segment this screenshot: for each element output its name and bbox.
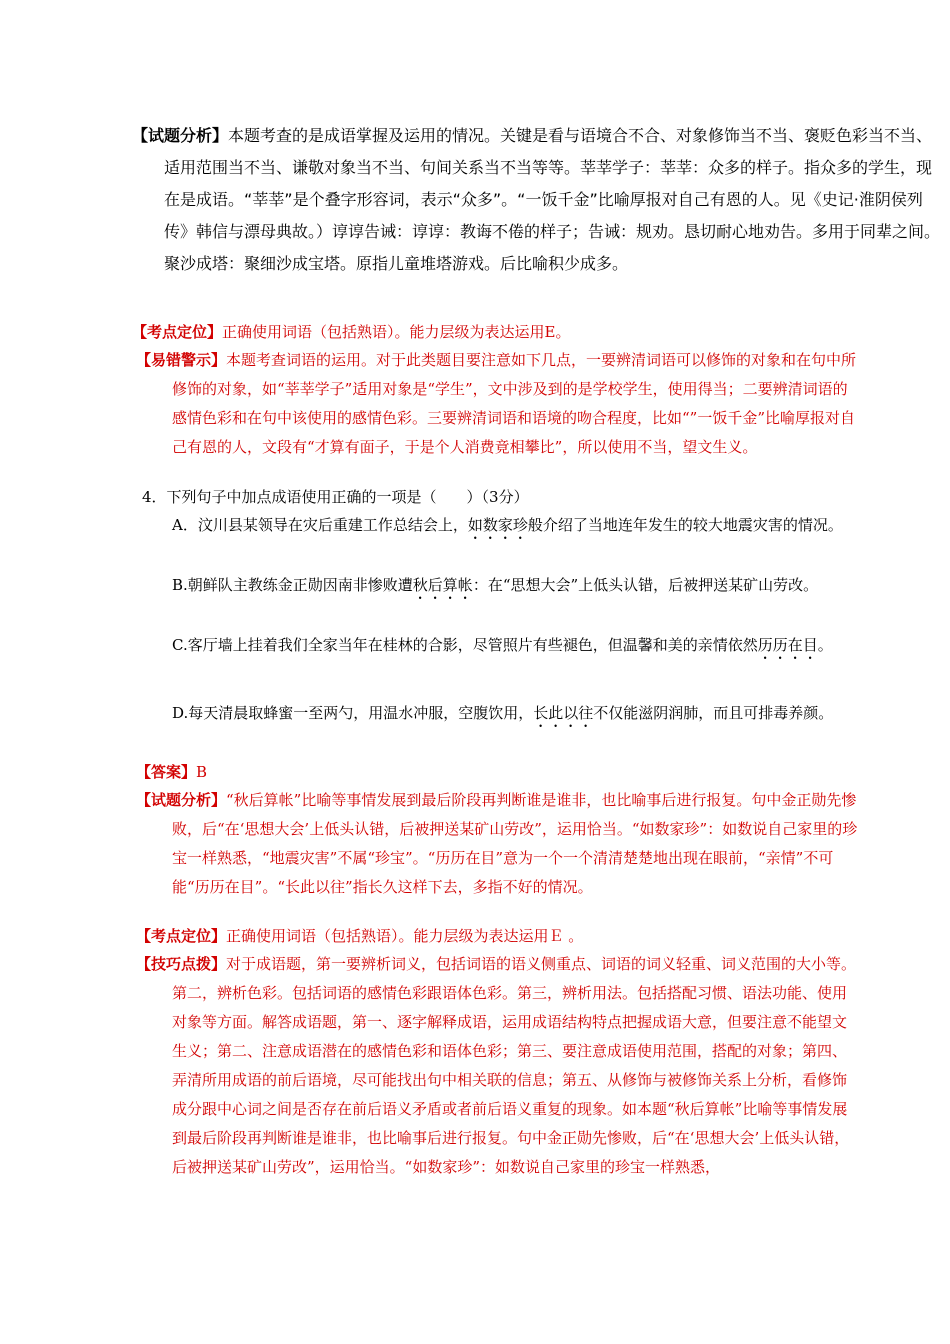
option-text: ：在“思想大会”上低头认错，后被押送某矿山劳改。 <box>472 576 819 594</box>
section-text: 对于成语题，第一要辨析词义，包括词语的语义侧重点、词语的词义轻重、词义范围的大小等。第二，辨析色彩。包括词语的感情色彩跟语体色彩。第三，辨析用法。包括搭配习惯、语法功能、使用对象等方面。解答成语题，第一、逐字解释成语，运用成语结构特点把握成语大意，但要注意不能望文生义；第二、注意成语潜在的感情色彩和语体色彩；第三、要注意成语使用范围，搭配的对象；第四、弄清所用成语的前后语境，尽可能找出句中相关联的信息；第五、从修饰与被修饰关系上分析，看修饰成分跟中心词之间是否存在前后语义矛盾或者前后语义重复的现象。如本题“秋后算帐”比喻等事情发展到最后阶段再判断谁是谁非，也比喻事后进行报复。句中金正勋先惨败，后“在‘思想大会’上低头认错，后被押送某矿山劳改”，运用恰当。“如数家珍”：如数说自己家里的珍宝一样熟悉， <box>172 955 857 1176</box>
analysis-section-1 <box>132 120 944 280</box>
section-text: 本题考查词语的运用。对于此类题目要注意如下几点，一要辨清词语可以修饰的对象和在句中所修饰的对象，如“莘莘学子”适用对象是“学生”，文中涉及到的是学校学生，使用得当；二要辨清词语的感情色彩和在句中该使用的感情色彩。三要辨清词语和语境的吻合程度，比如“”一饭千金”比喻厚报对自己有恩的人，文段有“才算有面子，于是个人消费竟相攀比”，所以使用不当，望文生义。 <box>172 351 857 456</box>
key-point-section-2 <box>136 922 836 951</box>
dotted-idiom: 长此以往 <box>533 704 594 722</box>
option-a <box>172 510 846 543</box>
section-text: 正确使用词语（包括熟语）。能力层级为表达运用E。 <box>222 323 571 341</box>
section-tag: 【考点定位】 <box>136 927 227 945</box>
warning-section <box>136 346 858 462</box>
dotted-idiom: 历历在目 <box>757 636 818 654</box>
section-tag: 【答案】 <box>136 763 197 781</box>
section-tag: 【易错警示】 <box>136 351 227 369</box>
tips-section <box>136 950 858 1182</box>
dotted-idiom: 如数家珍 <box>467 516 528 534</box>
answer-value: B <box>196 763 208 781</box>
option-text: C.客厅墙上挂着我们全家当年在桂林的合影，尽管照片有些褪色，但温馨和美的亲情依然 <box>172 636 758 654</box>
option-text: A．汶川县某领导在灾后重建工作总结会上， <box>172 516 468 534</box>
section-tag: 【技巧点拨】 <box>136 955 227 973</box>
dotted-idiom: 秋后算帐 <box>412 576 473 594</box>
section-text: 正确使用词语（包括熟语）。能力层级为表达运用Ｅ 。 <box>226 927 584 945</box>
section-text: 本题考查的是成语掌握及运用的情况。关键是看与语境合不合、对象修饰当不当、褒贬色彩当不当、适用范围当不当、谦敬对象当不当、句间关系当不当等等。莘莘学子：莘莘：众多的样子。指众多的学生，现在是成语。“莘莘”是个叠字形容词，表示“众多”。“一饭千金”比喻厚报对自己有恩的人。见《史记·淮阴侯列传》韩信与漂母典故。）谆谆告诫：谆谆：教诲不倦的样子；告诫：规劝。恳切耐心地劝告。多用于同辈之间。聚沙成塔：聚细沙成宝塔。原指儿童堆塔游戏。后比喻积少成多。 <box>164 126 941 273</box>
option-b <box>172 570 846 603</box>
section-text: “秋后算帐”比喻等事情发展到最后阶段再判断谁是谁非，也比喻事后进行报复。句中金正勋先惨败，后“在‘思想大会’上低头认错，后被押送某矿山劳改”，运用恰当。“如数家珍”：如数说自己家里的珍宝一样熟悉，“地震灾害”不属“珍宝”。“历历在目”意为一个一个清清楚楚地出现在眼前，“亲情”不可能“历历在目”。“长此以往”指长久这样下去，多指不好的情况。 <box>172 791 858 896</box>
option-text: B.朝鲜队主教练金正勋因南非惨败遭 <box>172 576 413 594</box>
option-c <box>172 630 846 663</box>
key-point-section-1 <box>132 318 912 347</box>
section-tag: 【试题分析】 <box>136 791 227 809</box>
option-text: D.每天清晨取蜂蜜一至两勺，用温水冲服，空腹饮用， <box>172 704 534 722</box>
answer-section <box>136 758 736 787</box>
option-text: 不仅能滋阴润肺，而且可排毒养颜。 <box>593 704 834 722</box>
section-tag: 【试题分析】 <box>132 126 229 145</box>
analysis-section-2 <box>136 786 858 902</box>
option-text: 般介绍了当地连年发生的较大地震灾害的情况。 <box>527 516 843 534</box>
section-tag: 【考点定位】 <box>132 323 223 341</box>
question-stem: 4．下列句子中加点成语使用正确的一项是（ ）（3分） <box>142 488 529 506</box>
option-text: 。 <box>817 636 833 654</box>
option-d <box>172 698 846 731</box>
